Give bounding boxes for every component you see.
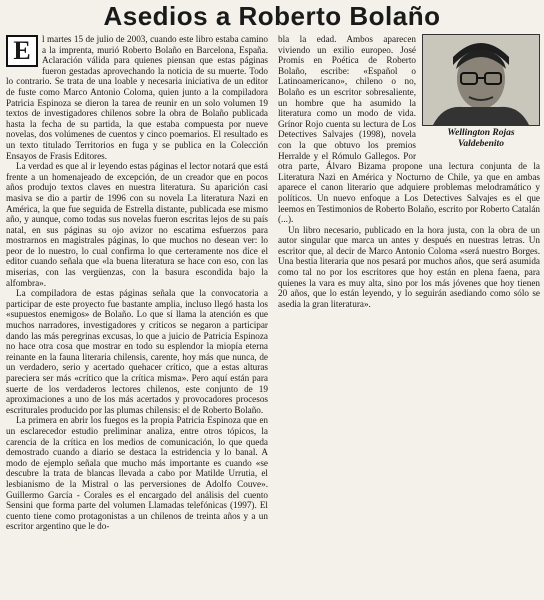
paragraph-2: La verdad es que al ir leyendo estas páginas el lector notará que está frente a un homenajeado de excepción, de un creador que en pocos años produjo textos claves en nuestra literatura. Su aparición casi masiva se dio a partir de 1996 con su novela La literatura Nazi en América, la que fue seguida de Estrella distante, publicada ese mismo año, y aunque, como todas sus novelas fueron escritas lejos de su país natal, en sus páginas su ojo avizor no escatima esfuerzos para mostrarnos en magistrales páginas, lo que muchos no desean ver: lo peor de lo nuestro, lo cual confirma lo que certeramente nos dice el editor cuando señala que «la buena literatura se hace con eso, con las miserias, con las vergüenzas, con la basura escondida bajo la alfombra». [6, 161, 268, 288]
drop-cap: E [6, 35, 38, 67]
author-photo-block [422, 34, 540, 149]
paragraph-4: La primera en abrir los fuegos es la propia Patricia Espinoza que en un esclarecedor estudio preliminar analiza, entre otros tópicos, la carencia de la crítica en los medios de comunicación, lo que queda demostrado cuando a diario se destaca la estridencia y lo banal. A modo de ejemplo señala que mucho más importante es cuando «se descubre la trata de blancas llevada a cabo por Matilde Urrutia, el lesbianismo de la Mistral o las perversiones de Adolfo Couve». Guillermo García - Corales es el encargado del análisis del cuento Sensini que forma parte del volumen Llamadas telefónicas (1997). El cuento tiene como protagonistas a un chilenos de treinta años y a un escritor argentino que le do- [6, 415, 268, 532]
paragraph-3: La compiladora de estas páginas señala que la convocatoria a participar de este proyecto fue bastante amplia, incluso llegó hasta los «supuestos enemigos» de Bolaño. Lo que sí llama la atención es que muchos narradores, investigadores y críticos se negaron a participar dando las más peregrinas excusas, lo que a juicio de Patricia Espinoza no hace otra cosa que mostrar en todo su esplendor la miopía eterna reinante en la fauna literaria chilensis, carente, hoy más que nunca, de un verdadero, serio y acertado quehacer crítico, que a estas alturas pareciera ser más «crítico que la crítica misma». Pero aquí están para suerte de los verdaderos lectores chilenos, este conjunto de 19 aproximaciones a uno de los más acertados y provocadores procesos escriturales producido por las plumas chilensis: el de Roberto Bolaño. [6, 288, 268, 415]
paragraph-5: bla la edad. Ambos aparecen viviendo un exilio europeo. José Promis en Poética de Roberto Bolaño, escribe: «Español o Latinoamericano», chileno o no, Bolaño es un escritor sobresaliente, un hombre que ha asumido la literatura como un modo de vida. Grínor Rojo cuenta su lectura de Los Detectives Salvajes (1998), novela con la que obtuvo los premios Herralde y el Rómulo Gallegos. Por otra parte, Álvaro Bizama propone una lectura conjunta de la Literatura Nazi en América y Nocturno de Chile, ya que en ambas aparece el canon literario que adquiere problemas melodramático y políticos. Un nuevo enfoque a Los Detectives Salvajes es el que leemos en Testimonios de Roberto Bolaño, escrito por Roberto Catalán (...). [278, 34, 540, 225]
paragraph-1-text: l martes 15 de julio de 2003, cuando este libro estaba camino a la imprenta, murió Roberto Bolaño en Barcelona, España. Aclaración válida para quienes piensan que estas páginas fueron gestadas aprovechando la noticia de su muerte. Todo lo contrario. Se trata de una loable y necesaria iniciativa de un editor de fuste como Marco Antonio Coloma, quien junto a la compiladora Patricia Espinoza se dieron la tarea de reunir en un solo volumen 19 textos de investigadores chilenos sobre la obra de Bolaño publicada hasta la fecha de su partida, la que estaba compuesta por nueve novelas, dos volúmenes de cuentos y cinco poemarios. El resultado es un texto titulado Territorios en fuga y se publica en la Colección Ensayos de Frasis Editores. [6, 34, 268, 161]
paragraph-1 [6, 34, 268, 161]
photo-caption-line-1: Wellington Rojas [447, 128, 515, 138]
right-column [278, 34, 540, 594]
photo-caption [422, 128, 540, 149]
left-column [6, 34, 268, 594]
paragraph-6: Un libro necesario, publicado en la hora justa, con la obra de un autor singular que marca un antes y después en nuestras letras. Un escritor que, al decir de Marco Antonio Coloma «será nuestro Borges. Una bestia literaria que nos pesará por muchos años, que será asumida como tal no por los escritores que hoy están en plena faena, para quienes la vara es muy alta, sino por los más jóvenes que hoy tienen 20 años, que lo están leyendo, y lo seguirán asediando como sólo se asedia la gran literatura». [278, 224, 540, 309]
photo-caption-line-2: Valdebenito [458, 138, 504, 149]
author-photo [422, 34, 540, 126]
headline: Asedios a Roberto Bolaño [103, 1, 441, 31]
